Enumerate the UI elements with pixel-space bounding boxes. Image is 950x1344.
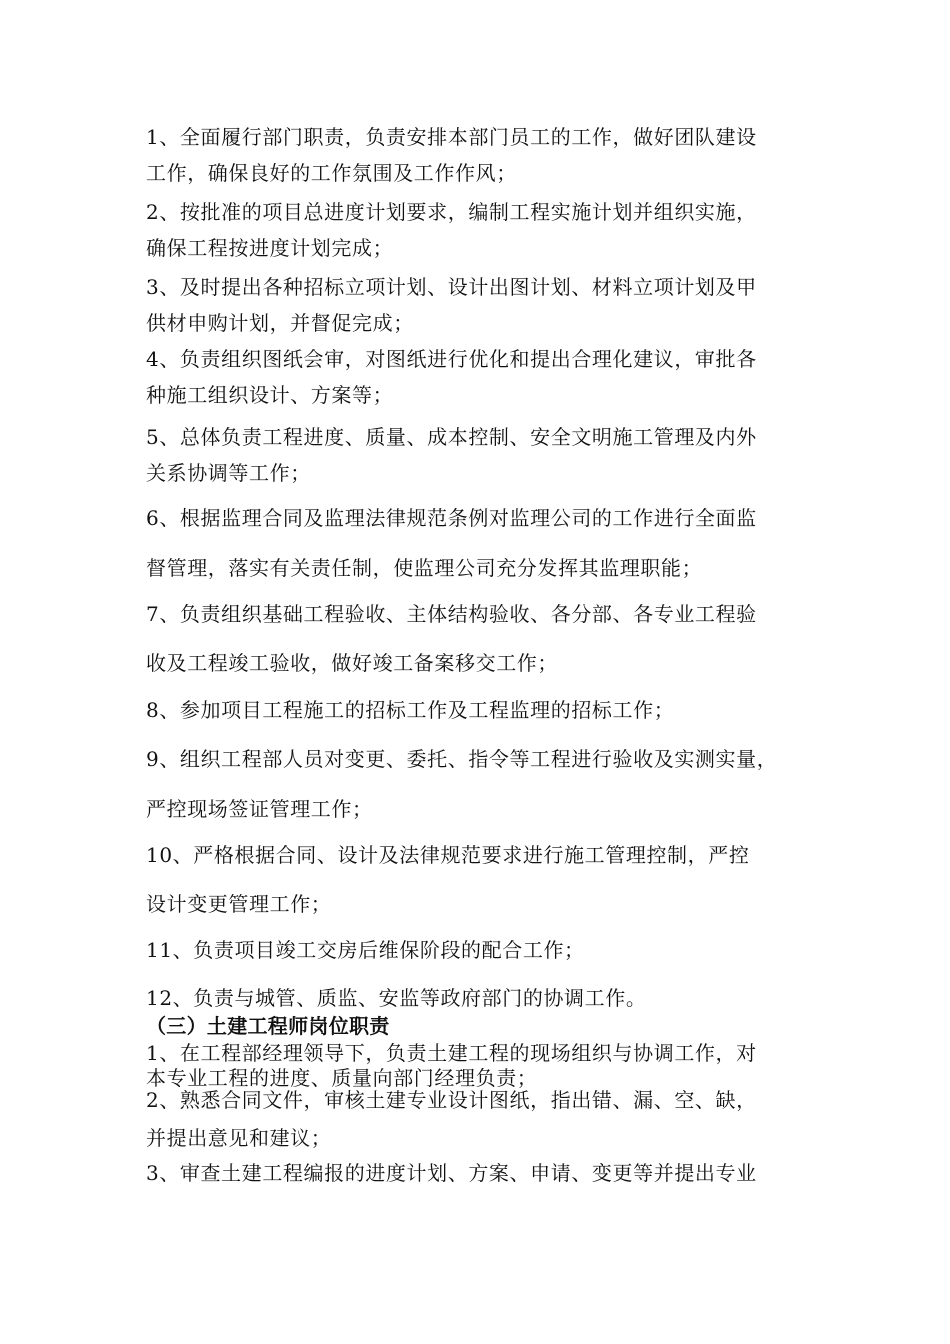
section-three-item-3-line-1: 3、审查土建工程编报的进度计划、方案、申请、变更等并提出专业 <box>146 1161 757 1185</box>
section-two-item-9-line-1: 9、组织工程部人员对变更、委托、指令等工程进行验收及实测实量， <box>146 747 778 771</box>
section-two-item-10-line-2: 设计变更管理工作； <box>146 892 332 916</box>
section-two-item-3-line-2: 供材申购计划，并督促完成； <box>146 311 414 335</box>
section-two-item-4-line-1: 4、负责组织图纸会审，对图纸进行优化和提出合理化建议，审批各 <box>146 347 757 371</box>
section-two-item-12-line-1: 12、负责与城管、质监、安监等政府部门的协调工作。 <box>146 986 647 1010</box>
section-two-item-9-line-2: 严控现场签证管理工作； <box>146 797 373 821</box>
section-two-item-6-line-1: 6、根据监理合同及监理法律规范条例对监理公司的工作进行全面监 <box>146 506 757 530</box>
section-two-item-1-line-2: 工作，确保良好的工作氛围及工作作风； <box>146 161 517 185</box>
section-two-item-2-line-2: 确保工程按进度计划完成； <box>146 236 394 260</box>
section-two-item-5-line-1: 5、总体负责工程进度、质量、成本控制、安全文明施工管理及内外 <box>146 425 757 449</box>
section-three-item-2-line-2: 并提出意见和建议； <box>146 1126 332 1150</box>
section-two-item-11-line-1: 11、负责项目竣工交房后维保阶段的配合工作； <box>146 938 585 962</box>
section-two-item-2-line-1: 2、按批准的项目总进度计划要求，编制工程实施计划并组织实施， <box>146 200 757 224</box>
section-two-item-7-line-1: 7、负责组织基础工程验收、主体结构验收、各分部、各专业工程验 <box>146 602 757 626</box>
section-two-item-6-line-2: 督管理，落实有关责任制，使监理公司充分发挥其监理职能； <box>146 556 703 580</box>
section-two-item-4-line-2: 种施工组织设计、方案等； <box>146 383 394 407</box>
section-two-item-3-line-1: 3、及时提出各种招标立项计划、设计出图计划、材料立项计划及甲 <box>146 275 757 299</box>
section-two-item-8-line-1: 8、参加项目工程施工的招标工作及工程监理的招标工作； <box>146 698 675 722</box>
section-two-item-7-line-2: 收及工程竣工验收，做好竣工备案移交工作； <box>146 651 558 675</box>
section-two-item-5-line-2: 关系协调等工作； <box>146 461 311 485</box>
section-two-item-10-line-1: 10、严格根据合同、设计及法律规范要求进行施工管理控制，严控 <box>146 843 750 867</box>
section-three-item-2-line-1: 2、熟悉合同文件，审核土建专业设计图纸，指出错、漏、空、缺， <box>146 1088 757 1112</box>
section-three-item-1-line-2: 本专业工程的进度、质量向部门经理负责； <box>146 1066 538 1090</box>
section-two-item-1-line-1: 1、全面履行部门职责，负责安排本部门员工的工作，做好团队建设 <box>146 125 757 149</box>
section-three-item-1-line-1: 1、在工程部经理领导下，负责土建工程的现场组织与协调工作，对 <box>146 1041 757 1065</box>
section-three-heading: （三）土建工程师岗位职责 <box>146 1014 390 1038</box>
